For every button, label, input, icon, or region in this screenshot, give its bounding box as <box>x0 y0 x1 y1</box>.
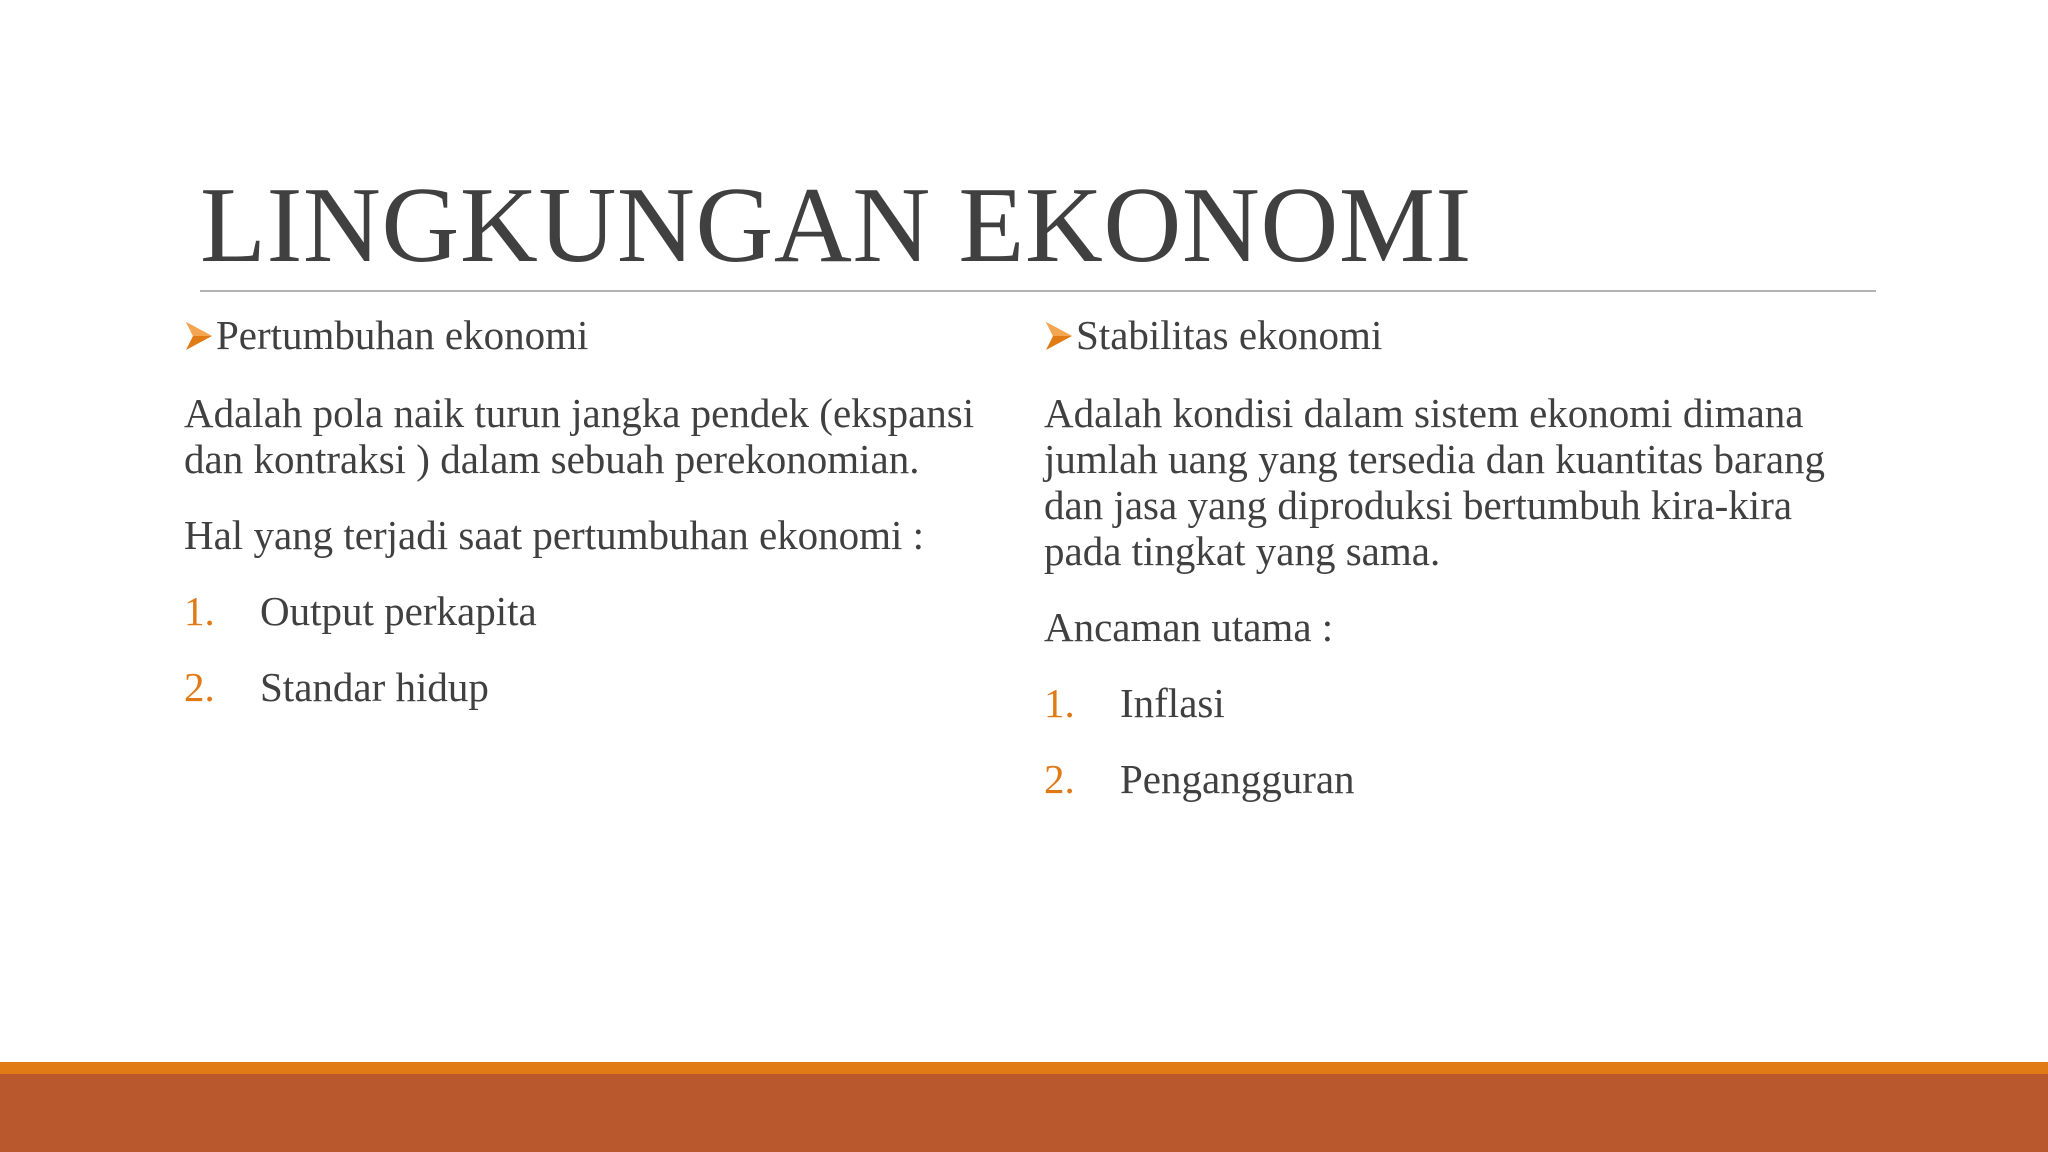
list-number: 2. <box>184 664 215 710</box>
list-text: Standar hidup <box>260 664 489 710</box>
list-number: 1. <box>1044 680 1075 726</box>
list-text: Inflasi <box>1120 680 1225 726</box>
list-number: 2. <box>1044 756 1075 802</box>
list-item <box>184 588 1014 634</box>
arrow-bullet-icon <box>184 316 214 350</box>
left-heading <box>184 312 1014 358</box>
footer-accent-stripe <box>0 1062 2048 1074</box>
right-column <box>1044 312 1874 832</box>
left-paragraph-definition: Adalah pola naik turun jangka pendek (ekspansi dan kontraksi ) dalam sebuah perekonomian. <box>184 390 975 482</box>
right-heading-text: Stabilitas ekonomi <box>1076 312 1383 358</box>
right-paragraph-definition: Adalah kondisi dalam sistem ekonomi dimana jumlah uang yang tersedia dan kuantitas barang dan jasa yang diproduksi bertumbuh kira-kira pada tingkat yang sama. <box>1044 390 1826 574</box>
right-heading <box>1044 312 1874 358</box>
list-text: Pengangguran <box>1120 756 1355 802</box>
arrow-bullet-icon <box>1044 316 1074 350</box>
right-paragraph-intro: Ancaman utama : <box>1044 604 1334 650</box>
left-paragraph-intro: Hal yang terjadi saat pertumbuhan ekonomi : <box>184 512 925 558</box>
left-heading-text: Pertumbuhan ekonomi <box>216 312 589 358</box>
title-divider <box>200 290 1876 292</box>
list-item <box>184 664 1014 710</box>
list-item <box>1044 680 1874 726</box>
footer-bar <box>0 1074 2048 1152</box>
list-text: Output perkapita <box>260 588 537 634</box>
slide-title: LINGKUNGAN EKONOMI <box>200 166 1472 285</box>
list-number: 1. <box>184 588 215 634</box>
list-item <box>1044 756 1874 802</box>
left-column <box>184 312 1014 740</box>
